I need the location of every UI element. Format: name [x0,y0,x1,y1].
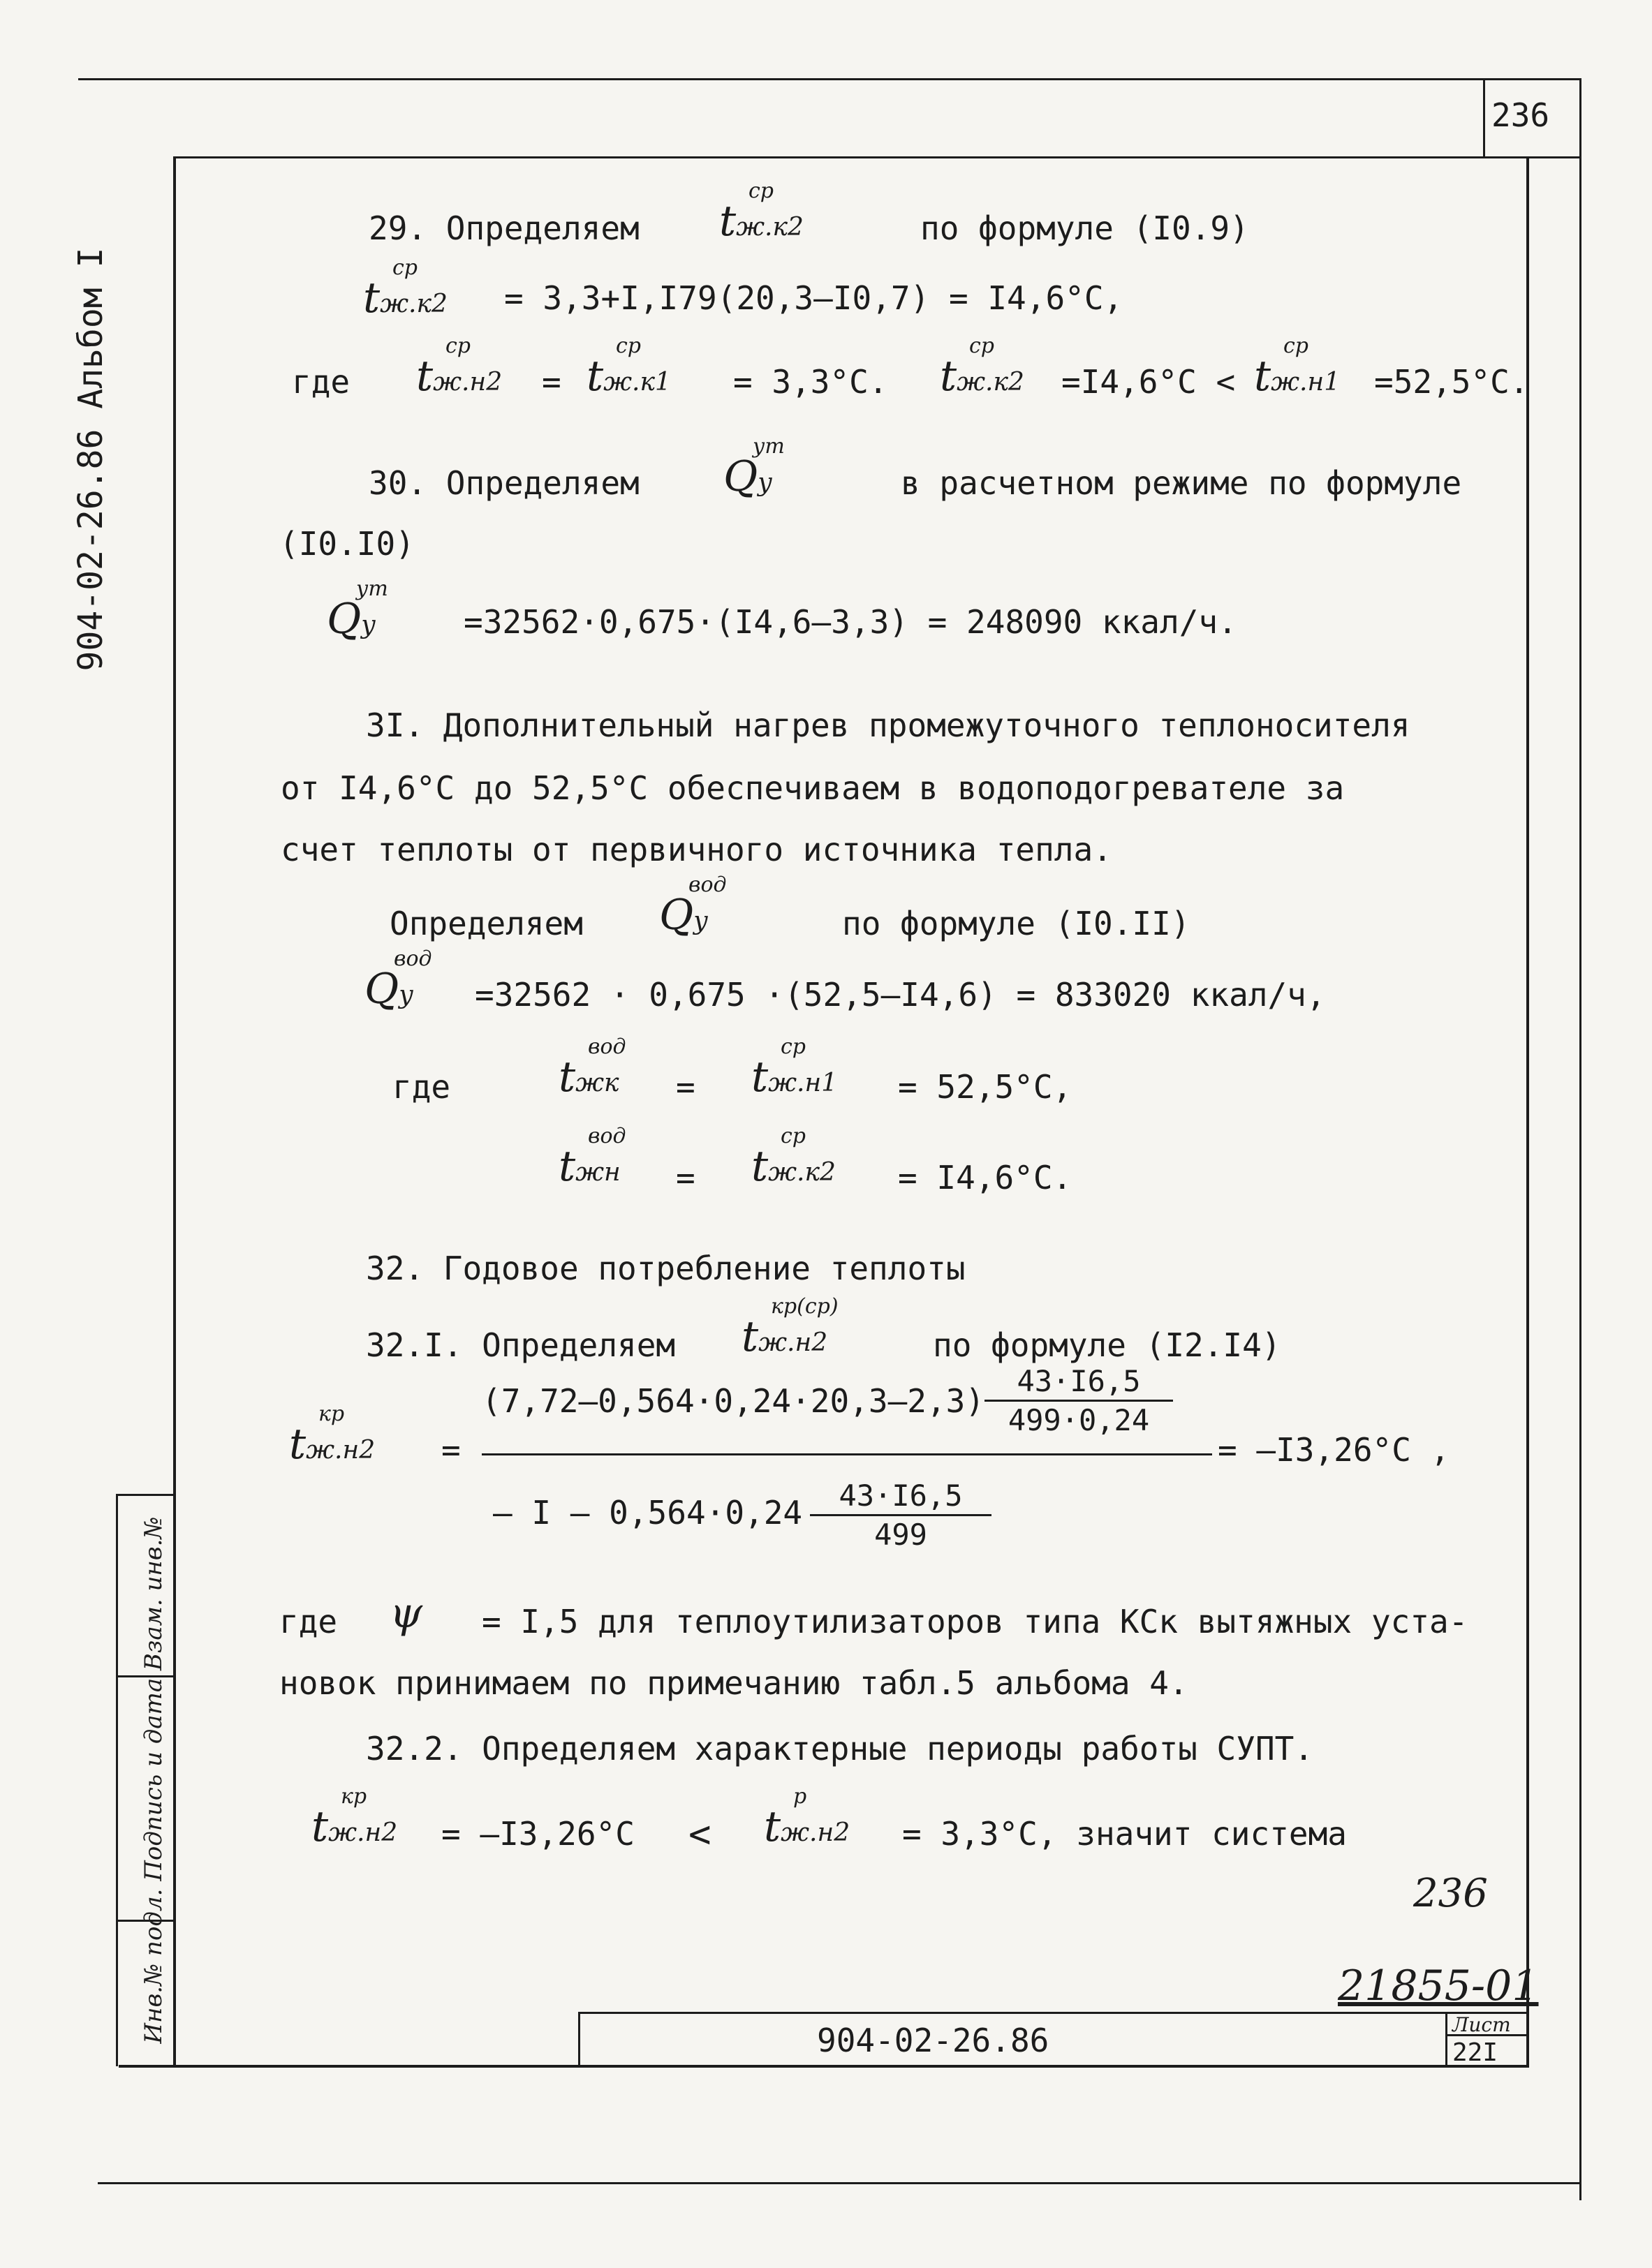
t-zh-n2-r-symbol: tж.н2 р [764,1784,850,1851]
p31-where: где [392,1068,451,1106]
p321-heading: 32.I. Определяем [366,1326,676,1364]
right-border-outer [1579,78,1581,2200]
t-zh-n2-kr-symbol-2: tж.н2 кр [311,1784,398,1851]
p29-where: где [292,363,351,401]
p31-line-1: 3I. Дополнительный нагрев промежуточного теплоносителя [366,706,1410,744]
title-block-top [580,2012,1528,2014]
title-block-sheet-number: 22I [1452,2038,1498,2067]
p321-numerator-fraction [984,1364,1173,1437]
p321-eq-sign: = [441,1431,461,1469]
t-zh-k2-sr-symbol-eq: tж.к2 ср [363,255,448,323]
p32-heading: 32. Годовое потребление теплоты [366,1250,966,1287]
inner-frame-right [1526,156,1529,2066]
Q-y-ut-symbol-eq: Qу ут [327,577,388,644]
inner-frame-top [175,156,1581,158]
p31-w1-val: = 52,5°C, [898,1068,1072,1106]
p29-where-eq1: = [542,363,561,401]
p321-den-frac-num: 43·I6,5 [839,1478,963,1513]
t-zh-n1-sr-symbol: tж.н1 ср [1254,334,1341,401]
page-number-box-left [1483,78,1485,156]
p29-where-eq3: =I4,6°C < [1061,363,1236,401]
Q-y-vod-symbol: Qу вод [659,873,727,940]
p31-w2-val: = I4,6°C. [898,1159,1072,1196]
t-zh-n1-sr-symbol-2: tж.н1 ср [751,1035,838,1102]
t-zh-k2-sr-symbol-cmp: tж.к2 ср [940,334,1024,401]
p321-den-frac-den: 499 [874,1518,927,1552]
t-zh-n2-sr-symbol: tж.н2 ср [416,334,503,401]
t-zh-k2-sr-symbol: tж.к2 ср [719,179,804,246]
top-rule [78,78,1579,80]
p31-w2-eq: = [676,1159,695,1196]
p30-heading: 30. Определяем [369,464,640,502]
p321-denominator-left: – I – 0,564·0,24 [493,1494,803,1532]
t-zh-k1-sr-symbol: tж.к1 ср [587,334,671,401]
psi-text: = I,5 для теплоутилизаторов типа КСк вытяжных уста- [482,1603,1468,1640]
p29-heading: 29. Определяем [369,209,640,247]
t-zh-n2-kr-sr-symbol: tж.н2 кр(ср) [742,1294,839,1361]
title-block-sheet-label: Лист [1452,2013,1511,2036]
p322-lt: < [688,1812,711,1856]
inner-frame-left [173,156,176,2066]
p30-tail: в расчетном режиме по формуле [901,464,1462,502]
p321-den-frac-bar [810,1514,991,1516]
p31-equation: =32562 · 0,675 ·(52,5–I4,6) = 833020 ккал/ч, [475,976,1326,1014]
p322-eq2: = 3,3°C, значит система [902,1815,1347,1853]
p30-equation: =32562·0,675·(I4,6–3,3) = 248090 ккал/ч. [464,603,1237,641]
bottom-rule [98,2182,1581,2184]
title-block-sheet-divider [1445,2012,1447,2066]
p321-tail: по формуле (I2.I4) [933,1326,1281,1364]
p321-result: = –I3,26°C , [1218,1431,1450,1469]
p29-tail: по формуле (I0.9) [920,209,1249,247]
p29-where-eq4: =52,5°C. [1374,363,1529,401]
psi-text-2: новок принимаем по примечанию табл.5 альбома 4. [279,1664,1188,1702]
p29-equation: = 3,3+I,I79(20,3–I0,7) = I4,6°C, [504,279,1123,317]
p321-num-frac-bar [984,1400,1173,1402]
Q-y-ut-symbol: Qу ут [723,434,785,501]
side-stamp-text: Инв.№ подл. Подпись и дата Взам. инв.№ [140,1516,168,2044]
inner-frame-bottom [119,2065,1529,2068]
p321-main-fraction-bar [482,1453,1212,1455]
psi-symbol: ψ [390,1589,423,1638]
p321-num-frac-num: 43·I6,5 [1017,1364,1141,1398]
p31-define-tail: по формуле (I0.II) [842,905,1190,942]
p29-where-eq2: = 3,3°C. [733,363,888,401]
page-number-top: 236 [1491,96,1550,134]
archive-number: 21855-01 [1338,1962,1539,2010]
p31-define: Определяем [390,905,583,942]
t-zh-n2-kr-symbol: tж.н2 кр [289,1402,376,1469]
t-zh-k-vod-symbol: tжк вод [559,1035,626,1102]
p321-num-frac-den: 499·0,24 [1008,1403,1150,1437]
p322-heading: 32.2. Определяем характерные периоды работы СУПТ. [366,1730,1314,1767]
p30-ref: (I0.I0) [279,525,415,563]
stamp-col-left [116,1494,118,2066]
Q-y-vod-symbol-eq: Qу вод [364,947,432,1014]
p321-numerator-left: (7,72–0,564·0,24·20,3–2,3) [482,1382,985,1420]
handwritten-page-number: 236 [1413,1871,1488,1916]
side-album-label: 904-02-26.86 Альбом I [71,247,110,672]
p31-w1-eq: = [676,1068,695,1106]
p321-denominator-fraction [810,1478,991,1552]
psi-where: где [279,1603,338,1640]
p322-eq1: = –I3,26°C [441,1815,635,1853]
title-block-doc-code: 904-02-26.86 [817,2022,1049,2059]
t-zh-k2-sr-symbol-2: tж.к2 ср [751,1124,836,1191]
p31-line-2: от I4,6°C до 52,5°C обеспечиваем в водоподогревателе за [281,769,1345,807]
t-zh-n-vod-symbol: tжн вод [559,1124,626,1191]
p31-line-3: счет теплоты от первичного источника тепла. [281,831,1112,868]
title-block-left [578,2012,580,2066]
